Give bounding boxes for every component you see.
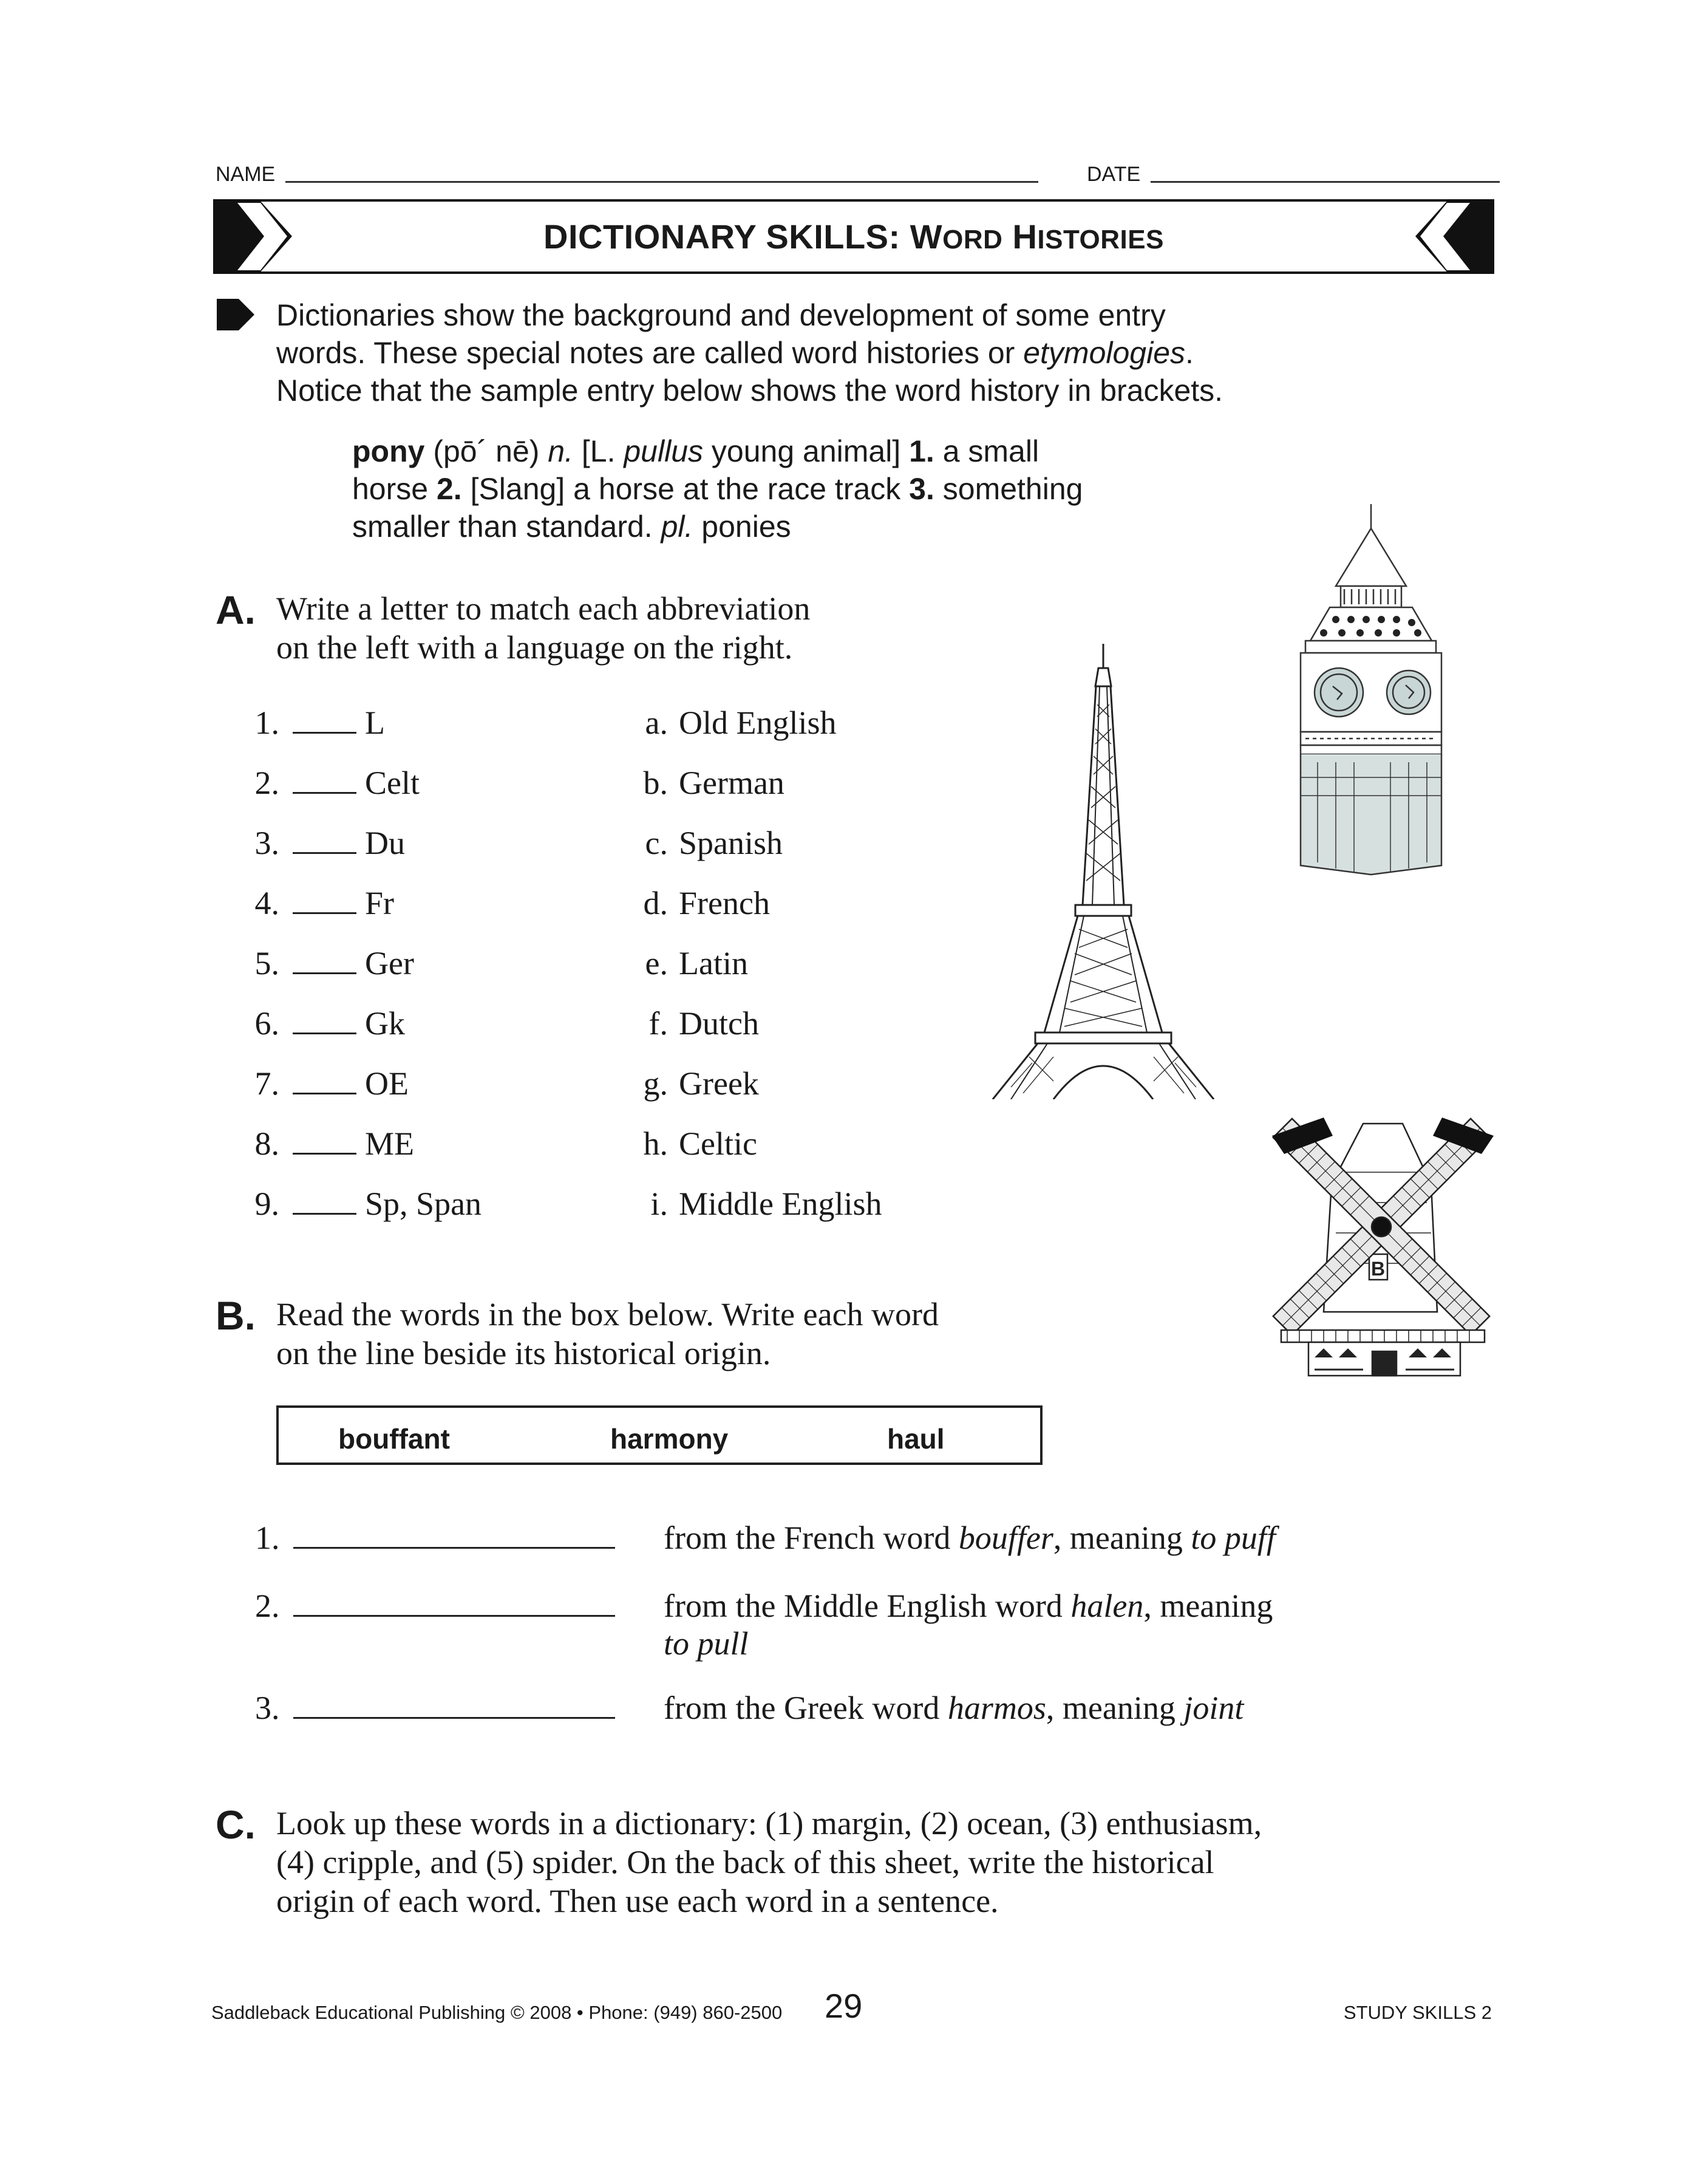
- word-box-word: harmony: [610, 1423, 729, 1455]
- name-line[interactable]: [285, 181, 1038, 183]
- option-letter: h.: [643, 1125, 668, 1162]
- matching-row: [243, 1004, 996, 1043]
- language-option: Celtic: [679, 1125, 757, 1162]
- origin-item: 1. from the French word bouffer, meaning to puff: [255, 1520, 1276, 1556]
- abbreviation: Sp, Span: [365, 1186, 482, 1222]
- abbreviation: Du: [365, 825, 405, 861]
- language-option: Spanish: [679, 825, 783, 861]
- word-box-word: haul: [887, 1423, 945, 1455]
- matching-row: [243, 824, 996, 862]
- big-ben-icon: [1293, 504, 1448, 881]
- item-number: 9.: [254, 1186, 279, 1222]
- word-box: [276, 1405, 1043, 1465]
- footer-publisher: Saddleback Educational Publishing © 2008 • Phone: (949) 860-2500: [211, 2002, 783, 2023]
- date-label: DATE: [1087, 163, 1141, 186]
- abbreviation: L: [365, 705, 385, 741]
- matching-row: [243, 1064, 996, 1103]
- item-number: 6.: [254, 1005, 279, 1042]
- matching-row: [243, 703, 996, 742]
- banner-right-arrow-icon: [1415, 199, 1494, 274]
- matching-row: [243, 763, 996, 802]
- section-b-letter: B.: [216, 1293, 256, 1338]
- language-option: German: [679, 765, 784, 801]
- matching-row: [243, 1124, 996, 1163]
- section-b-instructions: Read the words in the box below. Write each word on the line beside its historical origin.: [276, 1296, 939, 1371]
- answer-blank[interactable]: [293, 765, 356, 794]
- language-option: French: [679, 885, 770, 921]
- abbreviation: OE: [365, 1065, 409, 1102]
- page-title: DICTIONARY SKILLS: WORD HISTORIES: [543, 217, 1164, 256]
- answer-blank[interactable]: [293, 705, 356, 734]
- date-line[interactable]: [1151, 181, 1500, 183]
- option-letter: a.: [645, 705, 668, 741]
- matching-row: [243, 884, 996, 923]
- abbreviation: ME: [365, 1125, 414, 1162]
- answer-blank[interactable]: [293, 946, 356, 974]
- abbreviation: Gk: [365, 1005, 405, 1042]
- option-letter: g.: [643, 1065, 668, 1102]
- name-label: NAME: [216, 163, 276, 186]
- answer-blank[interactable]: [293, 825, 356, 854]
- origin-item: 2. from the Middle English word halen, meaning to pull: [255, 1588, 1273, 1662]
- abbreviation: Celt: [365, 765, 420, 801]
- option-letter: b.: [643, 765, 668, 801]
- section-a-letter: A.: [216, 587, 256, 632]
- option-letter: d.: [643, 885, 668, 921]
- option-letter: f.: [648, 1005, 668, 1042]
- footer-series: STUDY SKILLS 2: [1343, 2002, 1492, 2023]
- sample-entry: pony (pō´ nē) n. [L. pullus young animal] 1. a small horse 2. [Slang] a horse at the race track 3. something smaller than standard. pl. ponies: [352, 434, 1083, 544]
- language-option: Middle English: [679, 1186, 882, 1222]
- matching-row: [243, 1184, 996, 1223]
- item-number: 2.: [254, 765, 279, 801]
- language-option: Latin: [679, 945, 748, 981]
- eiffel-tower-icon: [987, 644, 1220, 1099]
- item-number: 3.: [254, 825, 279, 861]
- page-number: 29: [825, 1987, 863, 2025]
- section-a-instructions: Write a letter to match each abbreviation on the left with a language on the right.: [276, 590, 811, 666]
- intro-paragraph: Dictionaries show the background and development of some entry words. These special notes are called word histories or etymologies. Notice that the sample entry below shows the word history in brackets.: [276, 298, 1223, 408]
- svg-text:B: B: [1371, 1258, 1386, 1280]
- title-banner: [216, 199, 1492, 274]
- section-c-instructions: Look up these words in a dictionary: (1) margin, (2) ocean, (3) enthusiasm, (4) cripple, and (5) spider. On the back of this sheet, write the historical origin of each word. Then use each word in a sentence.: [276, 1805, 1262, 1919]
- answer-line[interactable]: [293, 1690, 615, 1719]
- section-c-letter: C.: [216, 1802, 256, 1847]
- item-number: 8.: [254, 1125, 279, 1162]
- language-option: Dutch: [679, 1005, 759, 1042]
- answer-line[interactable]: [293, 1588, 615, 1617]
- abbreviation: Ger: [365, 945, 414, 981]
- answer-line[interactable]: [293, 1520, 615, 1549]
- matching-row: [243, 944, 996, 983]
- item-number: 7.: [254, 1065, 279, 1102]
- answer-blank[interactable]: [293, 1006, 356, 1034]
- option-letter: c.: [645, 825, 668, 861]
- language-option: Greek: [679, 1065, 759, 1102]
- answer-blank[interactable]: [293, 1186, 356, 1215]
- origin-item: 3. from the Greek word harmos, meaning joint: [255, 1690, 1244, 1726]
- abbreviation: Fr: [365, 885, 395, 921]
- windmill-icon: [1272, 1111, 1494, 1385]
- option-letter: e.: [645, 945, 668, 981]
- word-box-word: bouffant: [338, 1423, 450, 1455]
- item-number: 5.: [254, 945, 279, 981]
- answer-blank[interactable]: [293, 1066, 356, 1094]
- item-number: 1.: [254, 705, 279, 741]
- language-option: Old English: [679, 705, 837, 741]
- answer-blank[interactable]: [293, 1126, 356, 1155]
- arrow-bullet-icon: [217, 299, 254, 330]
- item-number: 4.: [254, 885, 279, 921]
- option-letter: i.: [650, 1186, 668, 1222]
- answer-blank[interactable]: [293, 886, 356, 914]
